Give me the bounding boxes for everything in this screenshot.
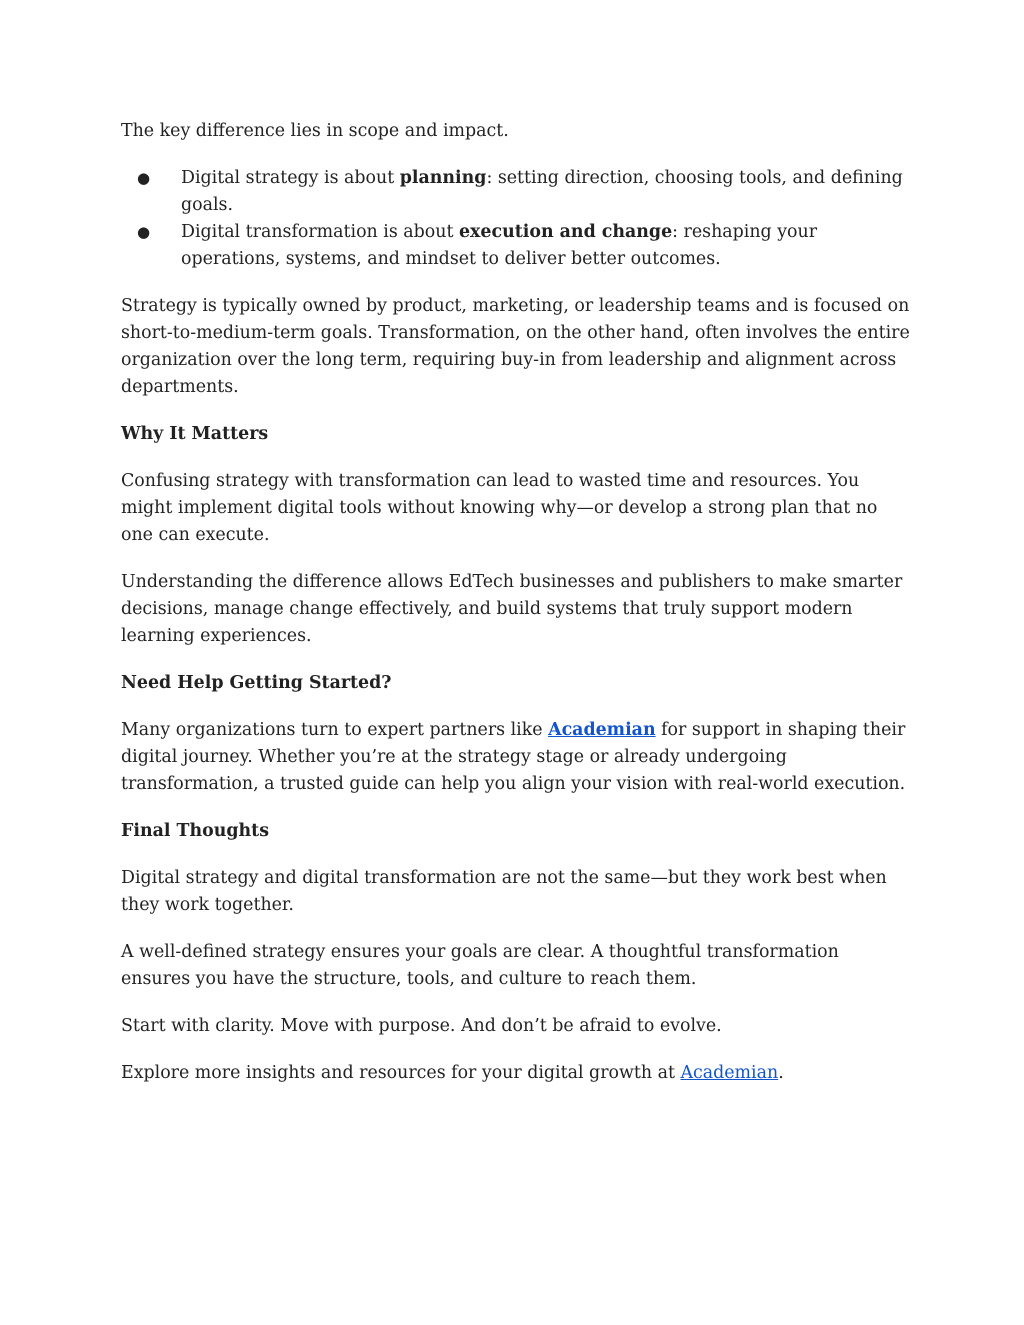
final-thoughts-heading: Final Thoughts	[121, 821, 269, 841]
academian-link[interactable]: Academian	[548, 720, 656, 740]
need-help-prefix: Many organizations turn to expert partners like	[121, 720, 549, 740]
strategy-paragraph: Strategy is typically owned by product, marketing, or leadership teams and is focused on short-to-medium-term goals. Transformation, on the other hand, often involves the entire organization over the long term, requiring buy-in from leadership and alignment across departments.	[121, 296, 910, 397]
why-it-matters-heading: Why It Matters	[121, 424, 269, 444]
list-item	[121, 165, 911, 219]
explore-paragraph	[121, 1060, 911, 1087]
why-it-matters-paragraph: Confusing strategy with transformation can lead to wasted time and resources. You might implement digital tools without knowing why—or develop a strong plan that no one can execute.	[121, 471, 878, 545]
bullet-icon: ●	[137, 223, 151, 241]
bullet-text-prefix: Digital transformation is about	[181, 222, 459, 242]
need-help-paragraph	[121, 717, 911, 798]
bullet-text-suffix: : setting direction, choosing tools, and defining goals.	[181, 168, 903, 215]
bullet-bold-term: execution and change	[458, 222, 673, 242]
need-help-suffix: for support in shaping their digital journey. Whether you’re at the strategy stage or already undergoing transformation, a trusted guide can help you align your vision with real-world execution.	[121, 720, 906, 794]
list-item	[121, 219, 911, 273]
final-thoughts-paragraph: A well-defined strategy ensures your goals are clear. A thoughtful transformation ensures you have the structure, tools, and culture to reach them.	[121, 942, 839, 989]
document-page	[121, 118, 911, 1107]
need-help-heading: Need Help Getting Started?	[121, 673, 392, 693]
bullet-text-suffix: : reshaping your operations, systems, and mindset to deliver better outcomes.	[181, 222, 818, 269]
bullet-text-prefix: Digital strategy is about	[181, 168, 400, 188]
explore-prefix: Explore more insights and resources for your digital growth at	[121, 1063, 681, 1083]
why-it-matters-paragraph: Understanding the difference allows EdTech businesses and publishers to make smarter decisions, manage change effectively, and build systems that truly support modern learning experiences.	[121, 572, 903, 646]
final-thoughts-paragraph: Digital strategy and digital transformation are not the same—but they work best when they work together.	[121, 868, 887, 915]
difference-list	[121, 165, 911, 273]
academian-footer-link[interactable]: Academian	[680, 1063, 779, 1083]
bullet-icon: ●	[137, 169, 151, 187]
bullet-bold-term: planning	[399, 168, 487, 188]
explore-suffix: .	[778, 1063, 784, 1083]
intro-paragraph: The key difference lies in scope and impact.	[121, 121, 509, 141]
final-thoughts-paragraph: Start with clarity. Move with purpose. And don’t be afraid to evolve.	[121, 1016, 722, 1036]
